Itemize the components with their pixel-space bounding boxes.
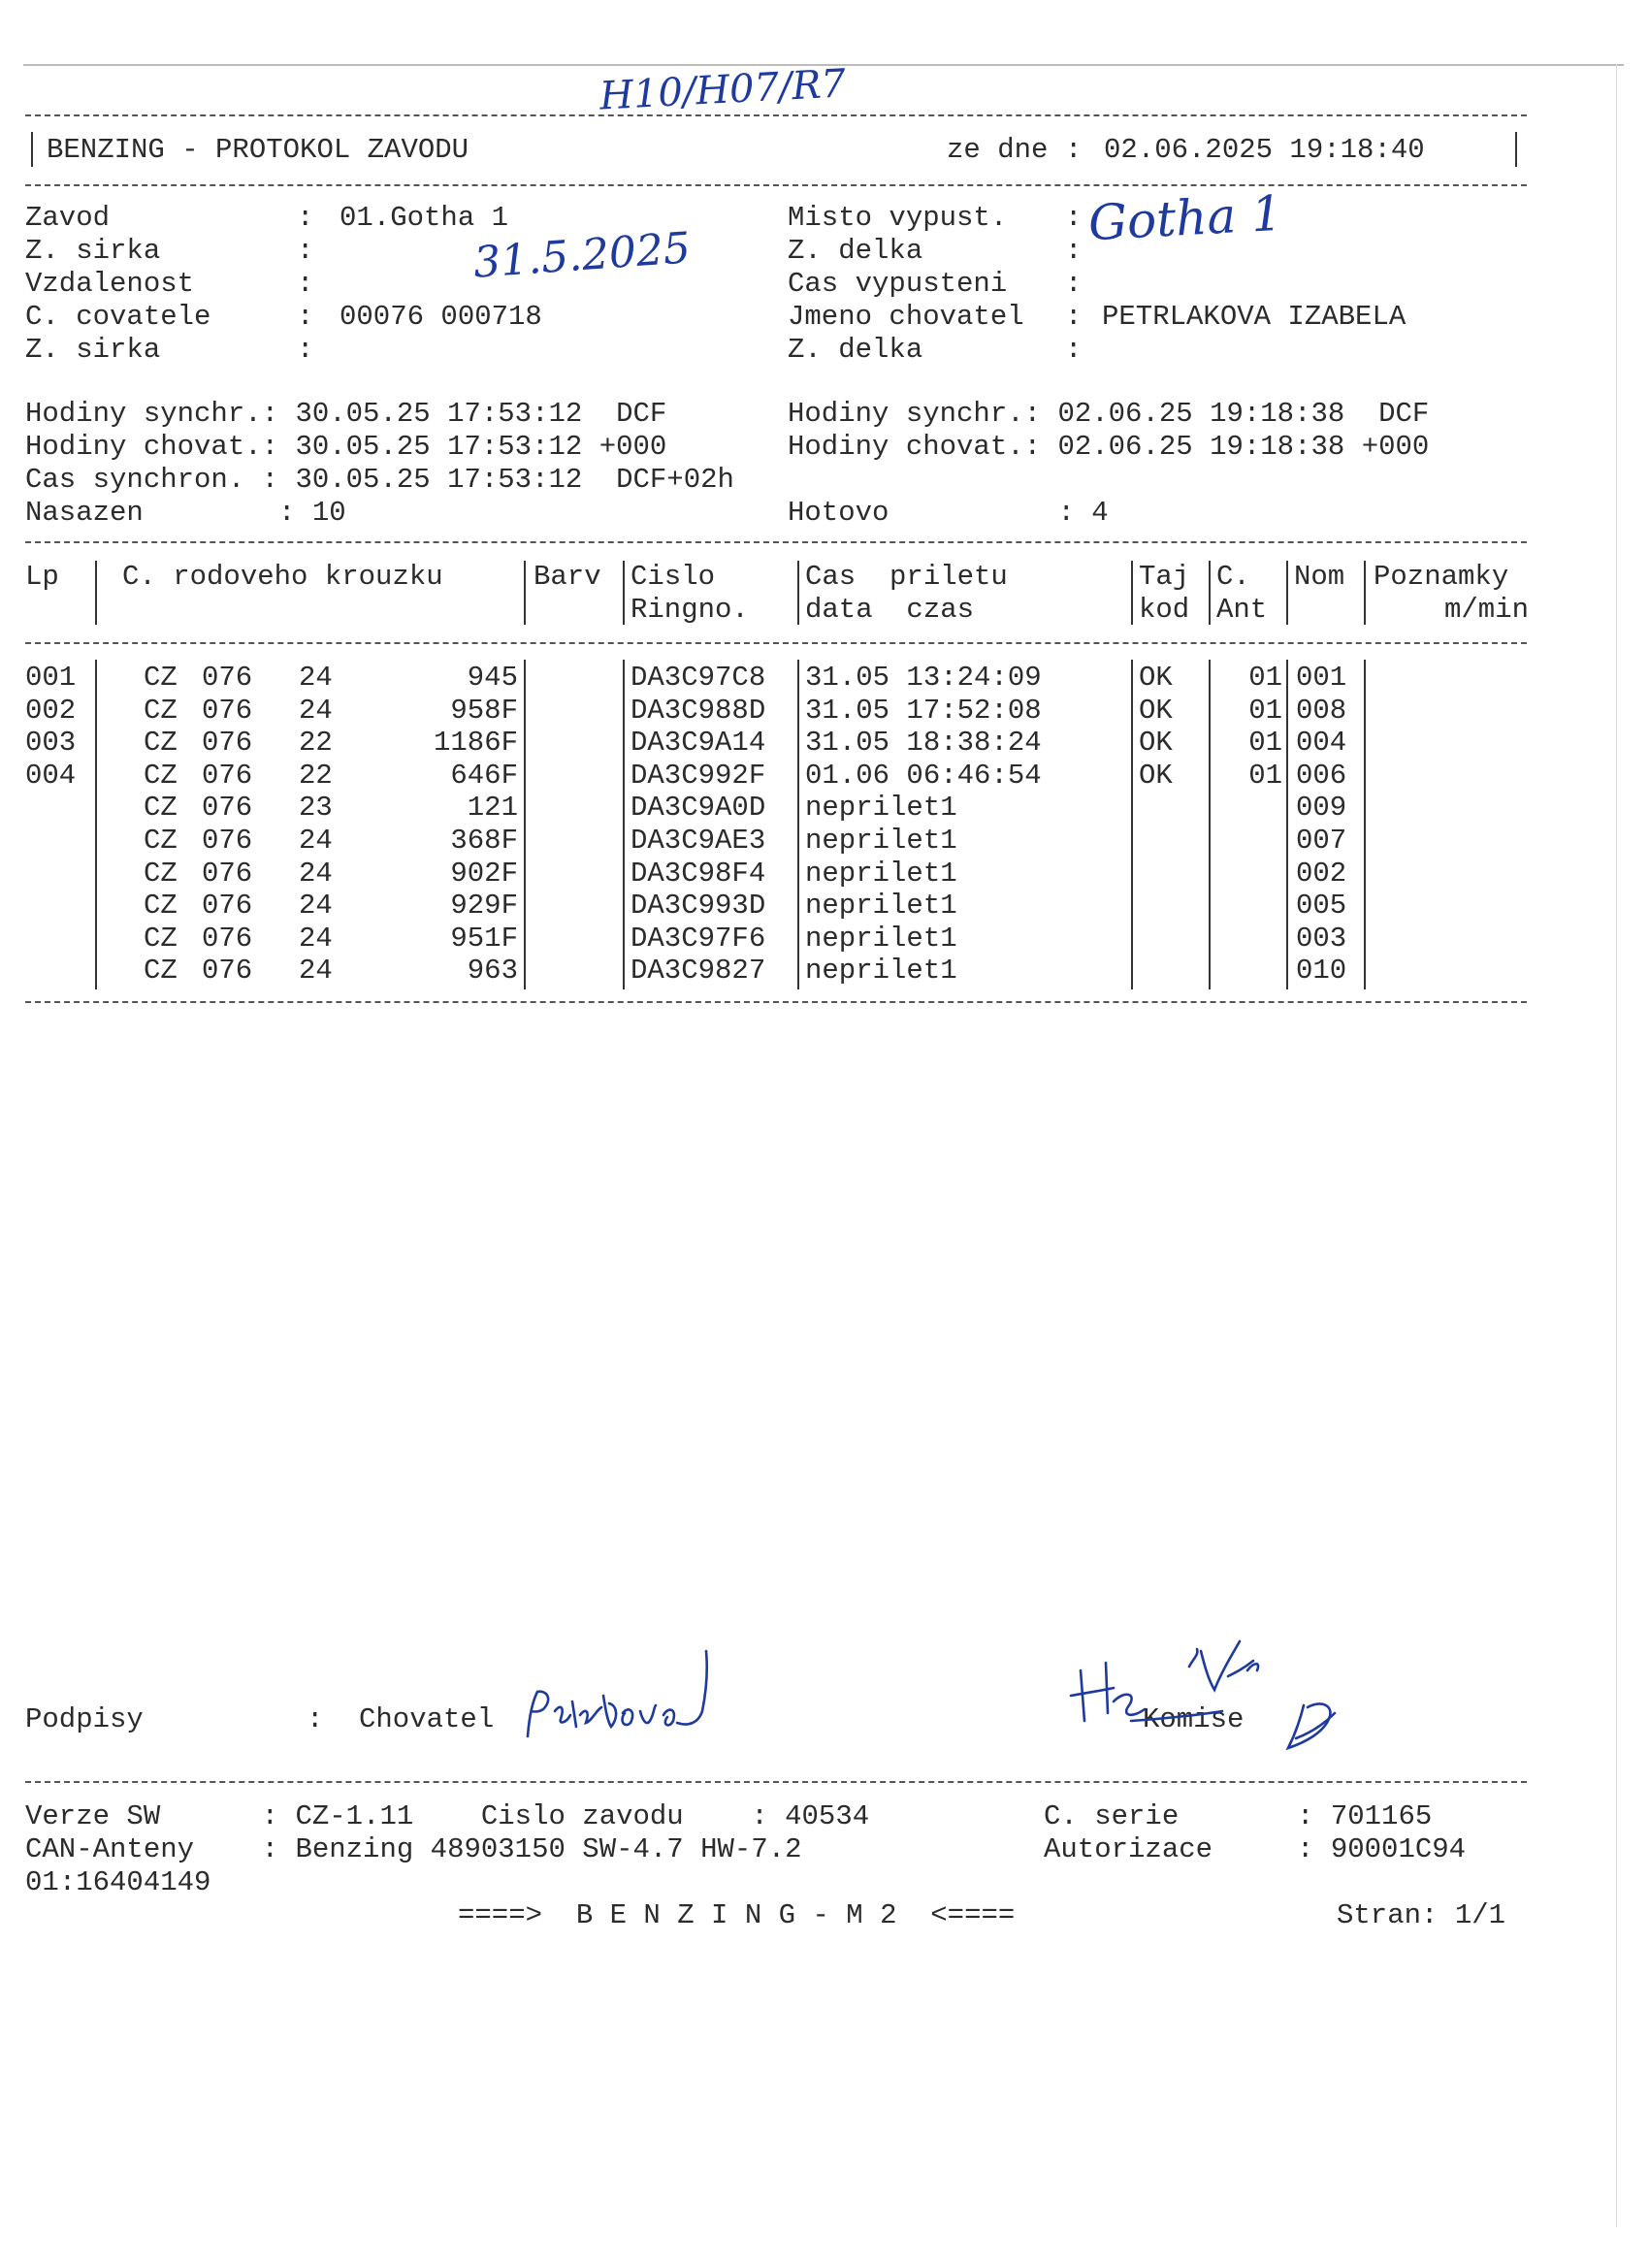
cell-code: OK xyxy=(1139,759,1173,792)
cell-chip: DA3C98F4 xyxy=(630,857,766,890)
longitude-colon-2: : xyxy=(1065,334,1083,366)
latitude-colon-2: : xyxy=(297,334,314,366)
sync-clock-right: Hodiny synchr.: 02.06.25 19:18:38 DCF xyxy=(788,398,1430,430)
handwritten-place: Gotha 1 xyxy=(1086,184,1284,252)
breeder-name: PETRLAKOVA IZABELA xyxy=(1102,301,1406,333)
latitude-label: Z. sirka xyxy=(25,235,161,267)
divider xyxy=(25,1781,1527,1783)
cell-country: CZ xyxy=(144,694,178,727)
commission-signatures xyxy=(1063,1612,1354,1767)
breeder-clock-right: Hodiny chovat.: 02.06.25 19:18:38 +000 xyxy=(788,431,1430,463)
sync-time: Cas synchron. : 30.05.25 17:53:12 DCF+02h xyxy=(25,464,734,496)
cell-year: 24 xyxy=(299,857,333,890)
cell-arrival: neprilet1 xyxy=(805,857,957,890)
cell-antenna: 01 xyxy=(1248,694,1282,727)
col-arrival-header-1: Cas priletu xyxy=(805,561,1008,593)
release-place-label: Misto vypust. xyxy=(788,202,1008,234)
col-sep xyxy=(1209,561,1211,625)
col-sep xyxy=(1131,561,1133,625)
col-sep xyxy=(1131,660,1133,989)
cell-ring-number: 963 xyxy=(467,955,518,988)
col-sep xyxy=(524,660,526,989)
signatures-label: Podpisy xyxy=(25,1703,144,1735)
cell-nom: 004 xyxy=(1296,727,1347,760)
cell-ring-number: 902F xyxy=(450,857,518,890)
longitude-label: Z. delka xyxy=(788,235,923,267)
col-sep xyxy=(1364,561,1366,625)
cell-arrival: 01.06 06:46:54 xyxy=(805,759,1042,792)
col-sep xyxy=(95,660,97,989)
longitude-colon: : xyxy=(1065,235,1083,267)
release-time-label: Cas vypusteni xyxy=(788,268,1008,300)
breeder-name-colon: : xyxy=(1065,301,1083,333)
col-sep xyxy=(1209,660,1211,989)
cell-year: 22 xyxy=(299,727,333,760)
col-code-header-1: Taj xyxy=(1139,561,1190,593)
cell-country: CZ xyxy=(144,922,178,955)
cell-code: OK xyxy=(1139,662,1173,694)
distance-colon: : xyxy=(297,268,314,300)
cell-arrival: neprilet1 xyxy=(805,922,957,955)
col-nom-header: Nom xyxy=(1294,561,1345,593)
cell-country: CZ xyxy=(144,825,178,857)
col-sep xyxy=(95,561,97,625)
release-time-colon: : xyxy=(1065,268,1083,300)
cell-nom: 006 xyxy=(1296,759,1347,792)
breeder-clock-left: Hodiny chovat.: 30.05.25 17:53:12 +000 xyxy=(25,431,667,463)
report-date: 02.06.2025 19:18:40 xyxy=(1104,134,1425,166)
cell-year: 24 xyxy=(299,890,333,923)
col-chip-header-1: Cislo xyxy=(630,561,716,593)
cell-lp: 003 xyxy=(25,727,77,760)
latitude-colon: : xyxy=(297,235,314,267)
cell-nom: 002 xyxy=(1296,857,1347,890)
cell-org: 076 xyxy=(202,662,253,694)
breeder-number-colon: : xyxy=(297,301,314,333)
race-colon: : xyxy=(297,202,314,234)
cell-arrival: neprilet1 xyxy=(805,955,957,988)
cell-org: 076 xyxy=(202,759,253,792)
cell-org: 076 xyxy=(202,955,253,988)
col-code-header-2: kod xyxy=(1139,594,1190,626)
cell-org: 076 xyxy=(202,792,253,825)
divider xyxy=(25,642,1527,644)
cell-year: 24 xyxy=(299,825,333,857)
cell-org: 076 xyxy=(202,857,253,890)
handwritten-code: H10/H07/R7 xyxy=(598,61,848,119)
cell-country: CZ xyxy=(144,727,178,760)
cell-lp: 002 xyxy=(25,694,77,727)
report-date-colon: : xyxy=(1065,134,1083,166)
cell-year: 22 xyxy=(299,759,333,792)
cell-chip: DA3C9A0D xyxy=(630,792,766,825)
cell-chip: DA3C9AE3 xyxy=(630,825,766,857)
col-sep xyxy=(797,561,799,625)
cell-code: OK xyxy=(1139,694,1173,727)
divider xyxy=(25,184,1527,186)
report-date-label: ze dne xyxy=(947,134,1049,166)
cell-country: CZ xyxy=(144,792,178,825)
can-antennas: CAN-Anteny : Benzing 48903150 SW-4.7 HW-7.2 xyxy=(25,1833,802,1865)
cell-arrival: 31.05 17:52:08 xyxy=(805,694,1042,727)
breeder-number-label: C. covatele xyxy=(25,301,211,333)
cell-nom: 005 xyxy=(1296,890,1347,923)
cell-chip: DA3C97C8 xyxy=(630,662,766,694)
basketed-count: Nasazen : 10 xyxy=(25,497,346,529)
cell-nom: 009 xyxy=(1296,792,1347,825)
cell-country: CZ xyxy=(144,662,178,694)
cell-antenna: 01 xyxy=(1248,662,1282,694)
cell-chip: DA3C9827 xyxy=(630,955,766,988)
cell-nom: 008 xyxy=(1296,694,1347,727)
col-sep xyxy=(524,561,526,625)
cell-year: 24 xyxy=(299,694,333,727)
cell-ring-number: 1186F xyxy=(433,727,518,760)
scan-right-edge xyxy=(1616,64,1617,2227)
col-antenna-header-1: C. xyxy=(1216,561,1250,593)
cell-nom: 010 xyxy=(1296,955,1347,988)
cell-lp: 004 xyxy=(25,759,77,792)
cell-chip: DA3C992F xyxy=(630,759,766,792)
cell-lp: 001 xyxy=(25,662,77,694)
longitude-label-2: Z. delka xyxy=(788,334,923,366)
cell-arrival: neprilet1 xyxy=(805,825,957,857)
breeder-name-label: Jmeno chovatel xyxy=(788,301,1024,333)
cell-country: CZ xyxy=(144,857,178,890)
handwritten-date: 31.5.2025 xyxy=(471,223,693,288)
cell-org: 076 xyxy=(202,922,253,955)
cell-arrival: neprilet1 xyxy=(805,792,957,825)
cell-nom: 001 xyxy=(1296,662,1347,694)
cell-ring-number: 951F xyxy=(450,922,518,955)
cell-nom: 007 xyxy=(1296,825,1347,857)
cell-chip: DA3C988D xyxy=(630,694,766,727)
col-lp-header: Lp xyxy=(25,561,59,593)
cell-chip: DA3C9A14 xyxy=(630,727,766,760)
cell-year: 23 xyxy=(299,792,333,825)
cell-ring-number: 646F xyxy=(450,759,518,792)
cell-chip: DA3C97F6 xyxy=(630,922,766,955)
col-sep xyxy=(797,660,799,989)
col-sep xyxy=(623,561,625,625)
col-notes-header-1: Poznamky xyxy=(1374,561,1509,593)
cell-year: 24 xyxy=(299,955,333,988)
cell-org: 076 xyxy=(202,890,253,923)
col-notes-header-2: m/min xyxy=(1443,594,1529,626)
cell-country: CZ xyxy=(144,890,178,923)
cell-ring-number: 958F xyxy=(450,694,518,727)
cell-ring-number: 929F xyxy=(450,890,518,923)
breeder-signature-label: Chovatel xyxy=(359,1703,495,1735)
cell-arrival: 31.05 18:38:24 xyxy=(805,727,1042,760)
cell-country: CZ xyxy=(144,955,178,988)
col-sep xyxy=(1286,660,1288,989)
serial-number: C. serie : 701165 xyxy=(1044,1800,1433,1832)
cell-country: CZ xyxy=(144,759,178,792)
cell-arrival: 31.05 13:24:09 xyxy=(805,662,1042,694)
signatures-colon: : xyxy=(307,1703,324,1735)
cell-year: 24 xyxy=(299,662,333,694)
cell-nom: 003 xyxy=(1296,922,1347,955)
breeder-signature xyxy=(522,1643,726,1750)
col-sep xyxy=(1286,561,1288,625)
header-right-bar xyxy=(1515,132,1517,167)
cell-arrival: neprilet1 xyxy=(805,890,957,923)
cell-antenna: 01 xyxy=(1248,759,1282,792)
cell-year: 24 xyxy=(299,922,333,955)
col-sep xyxy=(1364,660,1366,989)
cell-code: OK xyxy=(1139,727,1173,760)
divider xyxy=(25,541,1527,543)
col-arrival-header-2: data czas xyxy=(805,594,975,626)
race-label: Zavod xyxy=(25,202,111,234)
latitude-label-2: Z. sirka xyxy=(25,334,161,366)
software-version: Verze SW : CZ-1.11 Cislo zavodu : 40534 xyxy=(25,1800,870,1832)
protocol-title: BENZING - PROTOKOL ZAVODU xyxy=(47,134,469,166)
page-number: Stran: 1/1 xyxy=(1337,1899,1506,1931)
cell-ring-number: 121 xyxy=(467,792,518,825)
commission-signature-label: Komise xyxy=(1143,1703,1245,1735)
distance-label: Vzdalenost xyxy=(25,268,195,300)
col-ring-header: C. rodoveho krouzku xyxy=(122,561,443,593)
device-name: ====> B E N Z I N G - M 2 <==== xyxy=(458,1899,1016,1931)
sync-clock-left: Hodiny synchr.: 30.05.25 17:53:12 DCF xyxy=(25,398,667,430)
cell-ring-number: 368F xyxy=(450,825,518,857)
divider xyxy=(25,1001,1527,1003)
cell-org: 076 xyxy=(202,694,253,727)
col-sep xyxy=(623,660,625,989)
antenna-id: 01:16404149 xyxy=(25,1866,211,1898)
breeder-number: 00076 000718 xyxy=(340,301,542,333)
finished-count: Hotovo : 4 xyxy=(788,497,1109,529)
authorization: Autorizace : 90001C94 xyxy=(1044,1833,1467,1865)
cell-chip: DA3C993D xyxy=(630,890,766,923)
col-chip-header-2: Ringno. xyxy=(630,594,749,626)
release-place-colon: : xyxy=(1065,202,1083,234)
race-value: 01.Gotha 1 xyxy=(340,202,509,234)
col-color-header: Barv xyxy=(534,561,601,593)
cell-antenna: 01 xyxy=(1248,727,1282,760)
cell-ring-number: 945 xyxy=(467,662,518,694)
header-left-bar xyxy=(31,132,33,167)
col-antenna-header-2: Ant xyxy=(1216,594,1268,626)
cell-org: 076 xyxy=(202,727,253,760)
cell-org: 076 xyxy=(202,825,253,857)
divider xyxy=(25,114,1527,116)
